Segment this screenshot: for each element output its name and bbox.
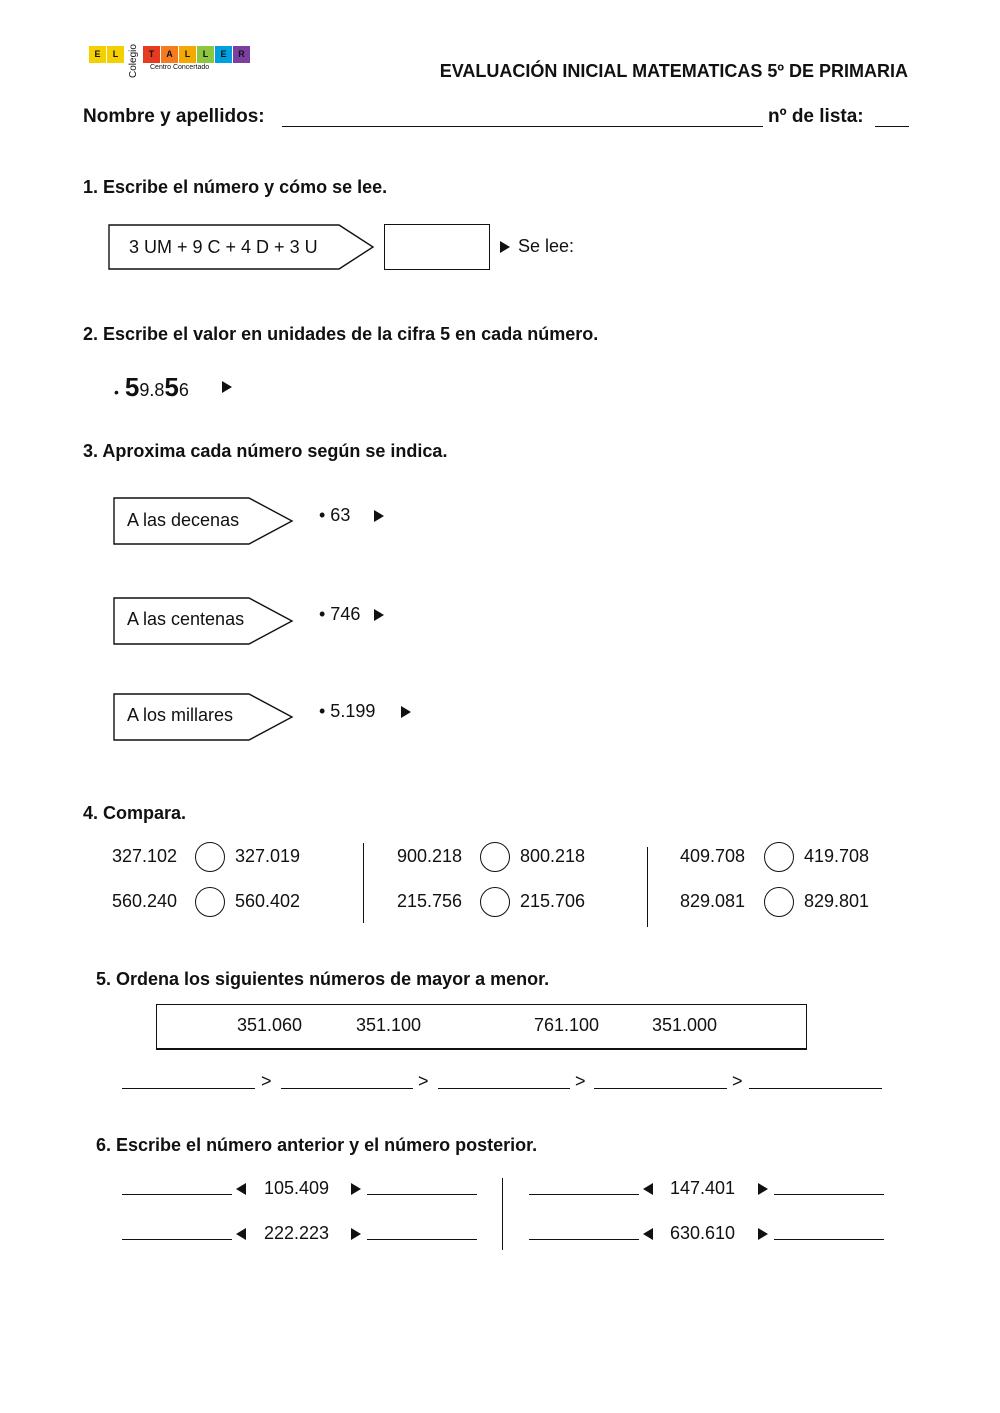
logo-letter: E bbox=[89, 46, 106, 63]
play-arrow-icon bbox=[401, 706, 411, 718]
q6-number: 222.223 bbox=[264, 1223, 330, 1243]
compare-circle[interactable] bbox=[480, 842, 510, 872]
q3-prompt: 3. Aproxima cada número según se indica. bbox=[83, 441, 448, 461]
logo-letter: L bbox=[179, 46, 196, 63]
q2-prompt: 2. Escribe el valor en unidades de la cifra 5 en cada número. bbox=[83, 324, 599, 344]
list-number-label: nº de lista: bbox=[768, 106, 864, 127]
next-number-field[interactable] bbox=[367, 1194, 477, 1195]
column-divider bbox=[502, 1178, 503, 1250]
left-arrow-icon bbox=[643, 1183, 653, 1195]
q5-number: 351.100 bbox=[356, 1015, 422, 1035]
left-arrow-icon bbox=[236, 1183, 246, 1195]
compare-left: 409.708 bbox=[680, 846, 746, 866]
order-answer-line[interactable] bbox=[122, 1088, 255, 1089]
highlight-digit: 5 bbox=[164, 372, 179, 402]
q5-number: 351.000 bbox=[652, 1015, 718, 1035]
compare-left: 829.081 bbox=[680, 891, 746, 911]
order-answer-line[interactable] bbox=[594, 1088, 727, 1089]
column-divider bbox=[363, 843, 364, 923]
q3-label: A las decenas bbox=[127, 510, 240, 530]
q3-number: • 5.199 bbox=[319, 701, 376, 721]
greater-than-sign: > bbox=[261, 1071, 272, 1091]
compare-right: 327.019 bbox=[235, 846, 301, 866]
compare-right: 800.218 bbox=[520, 846, 586, 866]
play-arrow-icon bbox=[374, 609, 384, 621]
q6-number: 630.610 bbox=[670, 1223, 736, 1243]
greater-than-sign: > bbox=[575, 1071, 586, 1091]
digit-group: 6 bbox=[178, 380, 189, 400]
logo-letter: R bbox=[233, 46, 250, 63]
q5-number: 761.100 bbox=[534, 1015, 600, 1035]
q1-prompt: 1. Escribe el número y cómo se lee. bbox=[83, 177, 388, 197]
previous-number-field[interactable] bbox=[529, 1239, 639, 1240]
compare-right: 829.801 bbox=[804, 891, 870, 911]
compare-right: 215.706 bbox=[520, 891, 586, 911]
logo-letter: L bbox=[197, 46, 214, 63]
name-label: Nombre y apellidos: bbox=[83, 106, 265, 127]
q3-number: • 63 bbox=[319, 505, 351, 525]
list-number-field[interactable] bbox=[875, 126, 909, 127]
play-arrow-icon bbox=[374, 510, 384, 522]
name-field[interactable] bbox=[282, 126, 763, 127]
order-answer-line[interactable] bbox=[749, 1088, 882, 1089]
q1-expression: 3 UM + 9 C + 4 D + 3 U bbox=[129, 237, 318, 257]
logo-vertical-text: Colegio bbox=[128, 44, 139, 78]
digit-group: 9.8 bbox=[139, 380, 165, 400]
compare-circle[interactable] bbox=[195, 842, 225, 872]
greater-than-sign: > bbox=[418, 1071, 429, 1091]
play-arrow-icon bbox=[222, 381, 232, 393]
right-arrow-icon bbox=[758, 1228, 768, 1240]
previous-number-field[interactable] bbox=[529, 1194, 639, 1195]
logo-letter: L bbox=[107, 46, 124, 63]
compare-left: 215.756 bbox=[397, 891, 463, 911]
column-divider bbox=[647, 847, 648, 927]
q3-label: A las centenas bbox=[127, 609, 245, 629]
compare-left: 900.218 bbox=[397, 846, 463, 866]
compare-left: 560.240 bbox=[112, 891, 178, 911]
greater-than-sign: > bbox=[732, 1071, 743, 1091]
next-number-field[interactable] bbox=[774, 1239, 884, 1240]
previous-number-field[interactable] bbox=[122, 1239, 232, 1240]
logo-letter: T bbox=[143, 46, 160, 63]
order-answer-line[interactable] bbox=[438, 1088, 570, 1089]
bullet: • bbox=[114, 383, 119, 400]
highlight-digit: 5 bbox=[124, 372, 140, 402]
next-number-field[interactable] bbox=[774, 1194, 884, 1195]
q3-number: • 746 bbox=[319, 604, 361, 624]
compare-right: 419.708 bbox=[804, 846, 870, 866]
right-arrow-icon bbox=[351, 1228, 361, 1240]
q4-prompt: 4. Compara. bbox=[83, 803, 187, 823]
previous-number-field[interactable] bbox=[122, 1194, 232, 1195]
q5-number: 351.060 bbox=[237, 1015, 303, 1035]
q2-number bbox=[114, 372, 189, 403]
q6-number: 147.401 bbox=[670, 1178, 736, 1198]
q3-label: A los millares bbox=[127, 705, 234, 725]
compare-circle[interactable] bbox=[764, 842, 794, 872]
page-title: EVALUACIÓN INICIAL MATEMATICAS 5º DE PRIMARIA bbox=[439, 61, 908, 81]
order-answer-line[interactable] bbox=[281, 1088, 413, 1089]
right-arrow-icon bbox=[351, 1183, 361, 1195]
logo-letter: A bbox=[161, 46, 178, 63]
right-arrow-icon bbox=[758, 1183, 768, 1195]
compare-circle[interactable] bbox=[764, 887, 794, 917]
q1-read-label: Se lee: bbox=[518, 236, 575, 256]
logo-subtitle: Centro Concertado bbox=[150, 64, 210, 71]
compare-circle[interactable] bbox=[480, 887, 510, 917]
compare-circle[interactable] bbox=[195, 887, 225, 917]
q6-prompt: 6. Escribe el número anterior y el número posterior. bbox=[96, 1135, 538, 1155]
q1-answer-box[interactable] bbox=[384, 224, 490, 270]
left-arrow-icon bbox=[236, 1228, 246, 1240]
left-arrow-icon bbox=[643, 1228, 653, 1240]
play-arrow-icon bbox=[500, 241, 510, 253]
q6-number: 105.409 bbox=[264, 1178, 330, 1198]
logo-letter: E bbox=[215, 46, 232, 63]
compare-left: 327.102 bbox=[112, 846, 178, 866]
next-number-field[interactable] bbox=[367, 1239, 477, 1240]
q5-prompt: 5. Ordena los siguientes números de mayor a menor. bbox=[96, 969, 550, 989]
compare-right: 560.402 bbox=[235, 891, 301, 911]
